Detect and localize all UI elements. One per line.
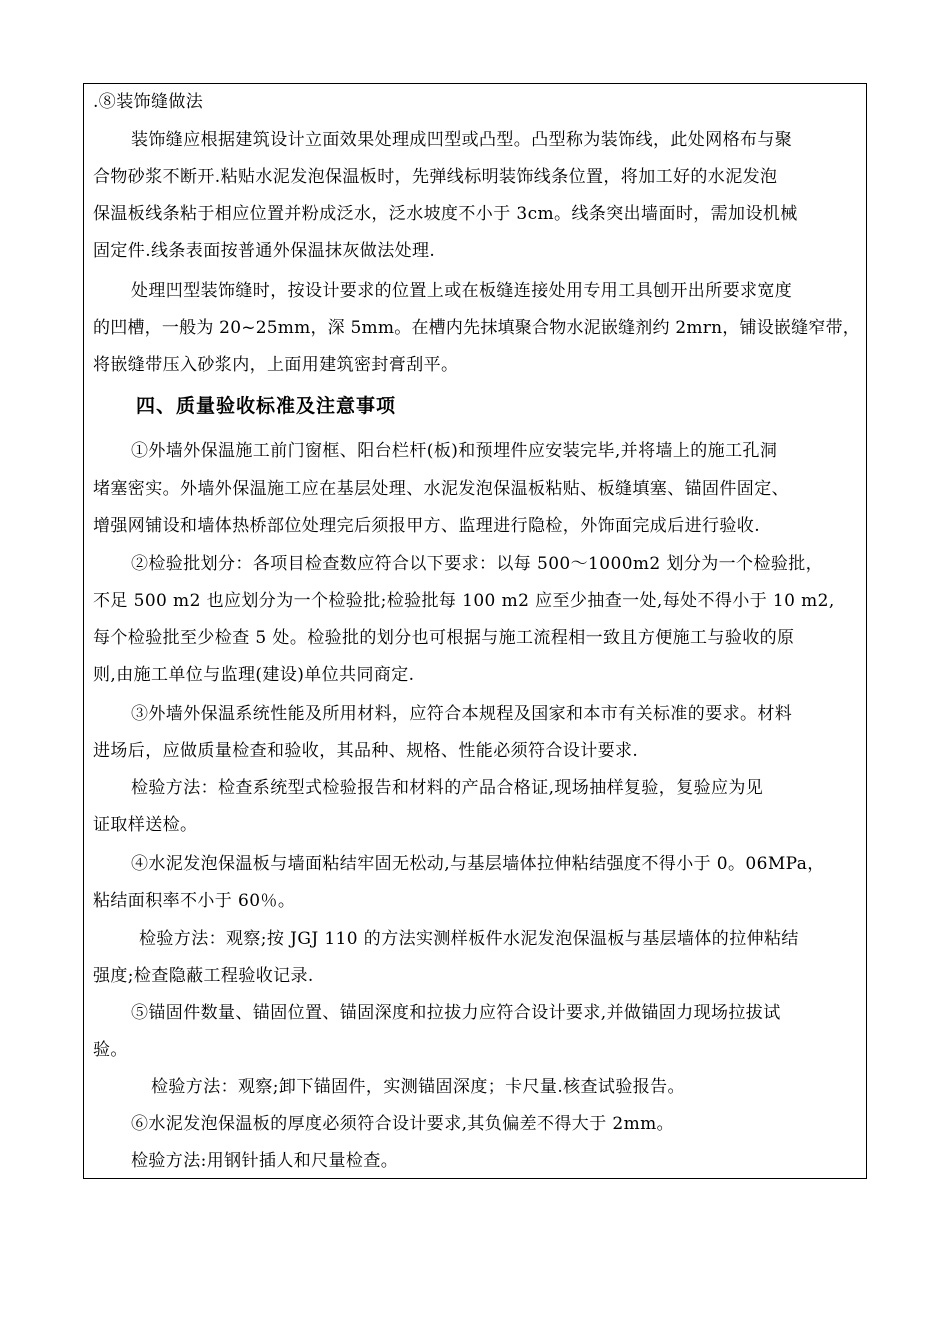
- text-line: 不足 500 m2 也应划分为一个检验批;检验批每 100 m2 应至少抽查一处,每处不得小于 10 m2,: [93, 591, 835, 611]
- text-line: 合物砂浆不断开.粘贴水泥发泡保温板时，先弹线标明装饰线条位置，将加工好的水泥发泡: [93, 167, 778, 187]
- text-line: 增强网铺设和墙体热桥部位处理完后须报甲方、监理进行隐检，外饰面完成后进行验收.: [93, 516, 761, 536]
- text-line: ①外墙外保温施工前门窗框、阳台栏杆(板)和预埋件应安装完毕,并将墙上的施工孔洞: [131, 441, 778, 461]
- text-line: 证取样送检。: [93, 815, 198, 835]
- text-line: 装饰缝应根据建筑设计立面效果处理成凹型或凸型。凸型称为装饰线，此处网格布与聚: [131, 130, 793, 150]
- text-line: 进场后，应做质量检查和验收，其品种、规格、性能必须符合设计要求.: [93, 741, 639, 761]
- text-line: ②检验批划分：各项目检查数应符合以下要求：以每 500～1000m2 划分为一个检验批，: [131, 554, 824, 574]
- text-line: 固定件.线条表面按普通外保温抹灰做法处理.: [93, 241, 436, 261]
- text-line: 每个检验批至少检查 5 处。检验批的划分也可根据与施工流程相一致且方便施工与验收的原: [93, 628, 795, 648]
- text-line: 检验方法：观察;卸下锚固件，实测锚固深度；卡尺量.核查试验报告。: [151, 1077, 685, 1097]
- text-line: 检验方法:用钢针插人和尺量检查。: [131, 1151, 399, 1171]
- text-line: 将嵌缝带压入砂浆内，上面用建筑密封膏刮平。: [93, 355, 459, 375]
- section-title-decorative-joint: .⑧装饰缝做法: [93, 92, 204, 112]
- text-line: 强度;检查隐蔽工程验收记录.: [93, 966, 314, 986]
- text-line: ④水泥发泡保温板与墙面粘结牢固无松动,与基层墙体拉伸粘结强度不得小于 0。06MPa，: [131, 854, 825, 874]
- text-line: 的凹槽，一般为 20~25mm，深 5mm。在槽内先抹填聚合物水泥嵌缝剂约 2mrn，铺设嵌缝窄带，: [93, 318, 861, 338]
- text-line: 保温板线条粘于相应位置并粉成泛水，泛水坡度不小于 3cm。线条突出墙面时，需加设机械: [93, 204, 798, 224]
- text-line: 检验方法：观察;按 JGJ 110 的方法实测样板件水泥发泡保温板与基层墙体的拉伸粘结: [139, 929, 799, 949]
- text-line: ⑥水泥发泡保温板的厚度必须符合设计要求,其负偏差不得大于 2mm。: [131, 1114, 675, 1134]
- text-line: 处理凹型装饰缝时，按设计要求的位置上或在板缝连接处用专用工具刨开出所要求宽度: [131, 281, 793, 301]
- text-line: 则,由施工单位与监理(建设)单位共同商定.: [93, 665, 415, 685]
- text-line: 堵塞密实。外墙外保温施工应在基层处理、水泥发泡保温板粘贴、板缝填塞、锚固件固定、: [93, 479, 789, 499]
- text-line: 检验方法：检查系统型式检验报告和材料的产品合格证,现场抽样复验，复验应为见: [131, 778, 764, 798]
- text-line: ⑤锚固件数量、锚固位置、锚固深度和拉拔力应符合设计要求,并做锚固力现场拉拔试: [131, 1003, 781, 1023]
- text-line: 粘结面积率不小于 60％。: [93, 891, 296, 911]
- text-line: 验。: [93, 1040, 128, 1060]
- text-line: ③外墙外保温系统性能及所用材料，应符合本规程及国家和本市有关标准的要求。材料: [131, 704, 793, 724]
- section-heading-quality-acceptance: 四、质量验收标准及注意事项: [136, 395, 397, 417]
